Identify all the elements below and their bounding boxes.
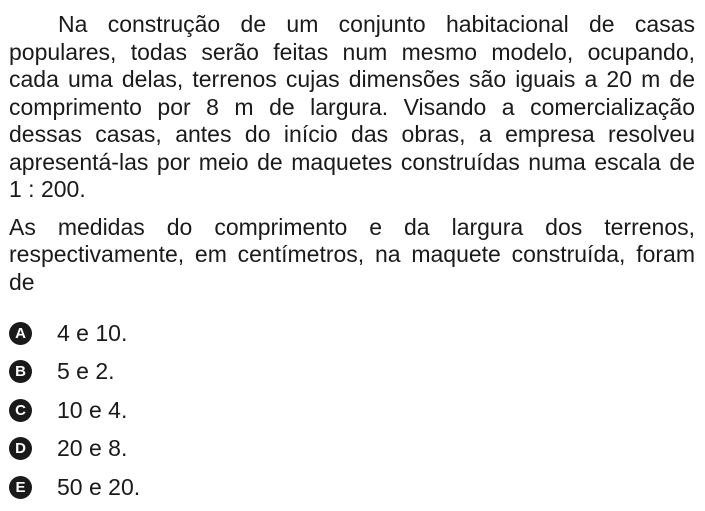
answer-options-list <box>9 314 695 507</box>
option-e-letter-badge: E <box>9 476 32 499</box>
option-c-letter-badge: C <box>9 399 32 422</box>
option-b-text: 5 e 2. <box>57 358 115 385</box>
option-d[interactable] <box>9 430 695 469</box>
option-e[interactable] <box>9 468 695 507</box>
option-d-letter-badge: D <box>9 437 32 460</box>
option-c-text: 10 e 4. <box>57 396 128 423</box>
option-a-letter-badge: A <box>9 322 32 345</box>
option-a[interactable] <box>9 314 695 353</box>
option-c[interactable] <box>9 391 695 430</box>
question-block <box>9 11 695 507</box>
option-a-text: 4 e 10. <box>57 319 128 346</box>
option-b[interactable] <box>9 353 695 392</box>
option-d-text: 20 e 8. <box>57 435 128 462</box>
option-e-text: 50 e 20. <box>57 473 141 500</box>
question-prompt-paragraph: As medidas do comprimento e da largura dos terrenos, respectivamente, em centímetros, na maquete construída, foram de <box>9 213 695 295</box>
question-context-paragraph: Na construção de um conjunto habitacional de casas populares, todas serão feitas num mesmo modelo, ocupando, cada uma delas, terrenos cujas dimensões são iguais a 20 m de comprimento por 8 m de largura. Visando a comercialização dessas casas, antes do início das obras, a empresa resolveu apresentá-las por meio de maquetes construídas numa escala de 1 : 200. <box>9 11 695 202</box>
option-b-letter-badge: B <box>9 360 32 383</box>
